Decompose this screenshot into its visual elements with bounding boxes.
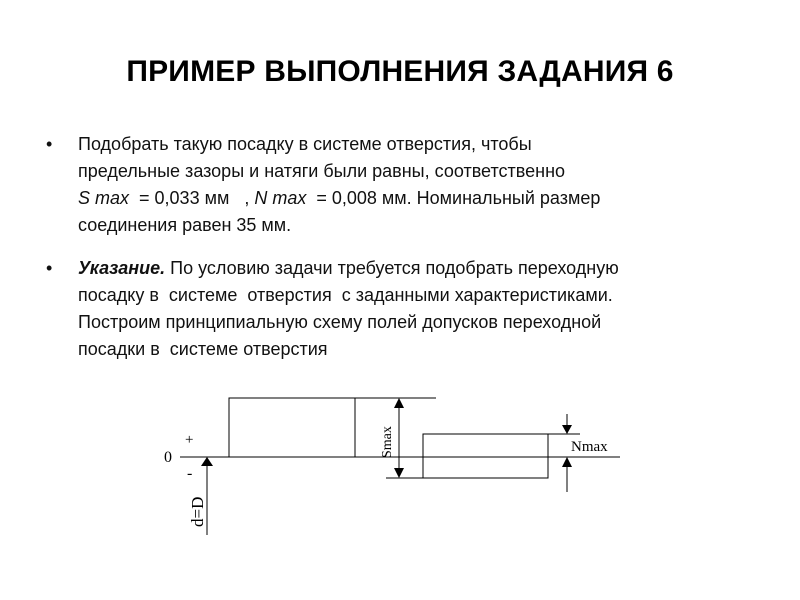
task-line-2: предельные зазоры и натяги были равны, соответственно (78, 161, 566, 181)
slide-title: ПРИМЕР ВЫПОЛНЕНИЯ ЗАДАНИЯ 6 (126, 55, 674, 88)
task-line-1: Подобрать такую посадку в системе отверстия, чтобы (78, 134, 532, 154)
nmax-value: = 0,008 мм. Номинальный размер (306, 188, 601, 208)
smax-label: Smax (380, 426, 395, 458)
zero-label: 0 (164, 449, 172, 466)
hint-line-2: посадку в системе отверстия с заданными характеристиками. (78, 285, 613, 305)
nmax-arrow-up (562, 457, 572, 467)
nmax-label: Nmax (571, 439, 608, 455)
smax-arrow-up (394, 398, 404, 408)
nominal-arrow-head (201, 457, 213, 466)
plus-label: + (185, 432, 194, 448)
smax-arrow-down (394, 468, 404, 478)
minus-label: - (187, 465, 193, 482)
nmax-variable: N max (254, 188, 307, 208)
hint-line-1-rest: По условию задачи требуется подобрать переходную (165, 258, 619, 278)
hint-label: Указание. (78, 258, 166, 278)
hole-tolerance-field (229, 398, 355, 457)
smax-variable: S max (78, 188, 130, 208)
bullet-dot: • (46, 134, 53, 154)
d-equals-D-label: d=D (188, 496, 207, 527)
hint-line-3: Построим принципиальную схему полей допусков переходной (78, 312, 602, 332)
smax-value: = 0,033 мм , (129, 188, 255, 208)
task-line-4: соединения равен 35 мм. (78, 215, 292, 235)
shaft-tolerance-field (423, 434, 548, 478)
bullet-dot: • (46, 258, 53, 278)
hint-line-4: посадки в системе отверстия (78, 339, 328, 359)
nmax-arrow-down (562, 425, 572, 434)
